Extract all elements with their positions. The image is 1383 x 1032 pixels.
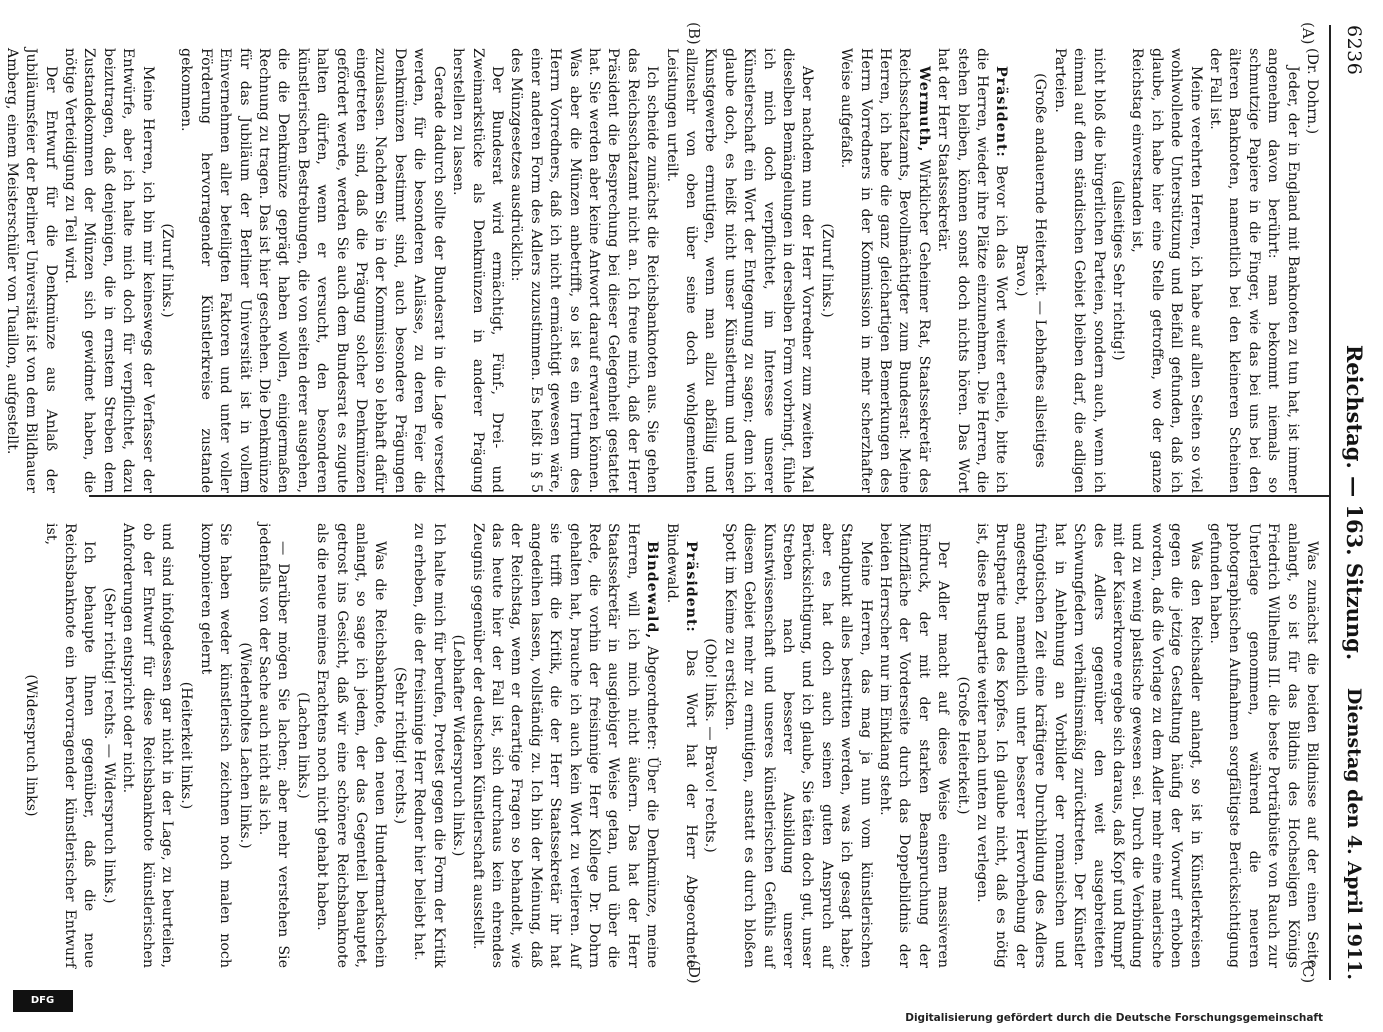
paragraph: und sind infolgedessen gar nicht in der Lage, zu beurteilen, ob der Entwurf für diese Reichsbanknote künstlerischen Anforderungen entspricht oder nicht. — [120, 523, 176, 968]
paragraph: Was zunächst die beiden Bildnisse auf der einen Seite anlangt, so ist für das Bildnis des Hochseligen Königs Friedrich Wilhelms III. die beste Porträtbüste von Rauch zur Unterlage genommen, während die neueren photographischen Aufnahmen sorgfältigste Berücksichtigung gefunden haben. — [1206, 523, 1320, 968]
interjection: (Große Heiterkeit.) — [954, 676, 971, 815]
paragraph: Meine Herren, das mag ja nun vom künstlerischen Standpunkt alles bestritten werden, was ich gesagt habe; aber es hat doch auch seinen guten Anspruch auf Berücksichtigung, und ich glaube, Sie täten doch gut, unser Streben nach besserer Ausbildung unserer Kunstwissenschaft und unseres künstlerischen Gefühls auf diesem Gebiet mehr zu ermutigen, anstatt es durch bloßen Spott im Keime zu ersticken. — [721, 523, 874, 968]
interjection: (Große andauernde Heiterkeit. — Lebhaftes allseitiges Bravo.) — [1012, 73, 1049, 468]
speech-text: Bevor ich das Wort weiter erteile, bitte ich die Herren, wieder ihre Plätze einzunehmen. Die Herren, die stehen bleiben, können sonst doch nichts hören. Das Wort hat der Herr Staatssekretär. — [935, 48, 1010, 493]
paragraph: Gerade dadurch sollte der Bundesrat in die Lage versetzt werden, für die besonderen Anlässe, zu deren Feier die Denkmünzen bestimmt sind, auch besondere Prägungen zuzulassen. Nachdem Sie in der Kommission so lebhaft dafür eingetreten sind, daß die Prägung solcher Denkmünzen gefördert werde, werden Sie auch dem Bundesrat es zugute halten dürfen, wenn er versucht, den besonderen künstlerischen Bestrebungen, die von seiten derer ausgehen, die die Denkmünze geprägt haben wollen, einigermaßen Rechnung zu tragen. Das ist hier geschehen. Die Denkmünze für das Jubiläum der Berliner Universität ist in vollem Einvernehmen aller beteiligten Faktoren und unter voller Förderung hervorragender Künstlerkreise zustande gekommen. — [178, 48, 447, 493]
margin-mark-a: (A) — [1299, 22, 1317, 45]
left-column — [1, 48, 1321, 493]
paragraph: Ich behaupte Ihnen gegenüber, daß die neue Reichsbanknote ein hervorragender künstlerischer Entwurf ist, — [42, 523, 98, 968]
interjection: (Sehr richtig! rechts. — Widerspruch links.) — [100, 587, 117, 904]
interjection: (Heiterkeit links.) — [178, 681, 195, 810]
speech-text: Das Wort hat der Herr Abgeordnete Bindewald. — [663, 523, 699, 968]
interjection: (Zuruf links.) — [818, 223, 835, 318]
margin-mark-c: (C) — [1299, 960, 1317, 984]
paragraph: Sie haben weder künstlerisch zeichnen noch malen noch komponieren gelernt — [197, 523, 234, 968]
paragraph: — Darüber mögen Sie lachen; aber mehr verstehen Sie jedenfalls von der Sache auch nicht als ich. — [256, 523, 292, 968]
interjection: (Lebhafter Widerspruch links.) — [450, 634, 467, 857]
paragraph: nicht bloß die bürgerlichen Parteien, sondern auch, wenn ich einmal auf dem ständischen Gebiet bleiben darf, die adligen Parteien. — [1051, 48, 1107, 493]
speaker-name: Bindewald, — [644, 541, 661, 640]
paragraph: Meine verehrten Herren, ich habe auf allen Seiten so viel wohlwollende Unterstützung und Beifall gefunden, daß ich glaube, ich habe hier eine Stelle getroffen, wo der ganze Reichstag einverstanden ist, — [1129, 48, 1204, 493]
interjection: (Wiederholtes Lachen links.) — [236, 642, 253, 849]
speaker-name: Präsident: — [683, 541, 699, 633]
session-title: Reichstag. — 163. Sitzung. — [1342, 344, 1367, 661]
margin-mark-d: (D) — [685, 960, 703, 984]
logo-text: DFG — [31, 995, 55, 1007]
paragraph: Was den Reichsadler anlangt, so ist in Künstlerkreisen gegen die jetzige Gestaltung häufig der Vorwurf erhoben worden, daß die Vorlage zu dem Adler mehr eine malerische und zu wenig plastische gewesen sei. Durch die Verbindung mit der Kaiserkrone ergebe sich daraus, daß Kopf und Rumpf des Adlers gegenüber den weit ausgebreiteten Schwungfedern verhältnismäßig zurücktreten. Der Künstler hat in Anlehnung an Vorbilder der romanischen und frühgotischen Zeit eine kräftigere Durchbildung des Adlers angestrebt, namentlich unter besserer Hervorhebung der Brustpartie und des Kopfes. Ich glaube nicht, daß es nötig ist, diese Brustpartie weiter nach unten zu verlegen. — [974, 523, 1204, 968]
quotation: Der Bundesrat wird ermächtigt, Fünf-, Drei- und Zweimarkstücke als Denkmünzen in anderer Prägung herstellen zu lassen. — [450, 48, 505, 493]
interjection: (Zuruf links.) — [159, 223, 176, 318]
page-header — [1333, 25, 1373, 980]
session-date: Dienstag den 4. April 1911. — [1343, 687, 1365, 980]
paragraph — [933, 48, 1011, 493]
speaker-name: Wermuth, — [915, 66, 932, 153]
speaker-continuation: (Dr. Dohrn.) — [1304, 48, 1320, 135]
paragraph — [661, 523, 700, 968]
interjection: (Sehr richtig! rechts.) — [391, 666, 408, 825]
margin-mark-b: (B) — [685, 22, 703, 45]
paragraph: Aber nachdem nun der Herr Vorredner zum zweiten Mal dieselben Bemängelungen in derselben Form vorbringt, fühle ich mich doch verpflichtet, im Interesse unserer Künstlerschaft ein Wort der Entgegnung zu sagen; denn ich glaube doch, es heißt nicht unser Künstlertum und unser Kunstgewerbe ermutigen, wenn man allzu abfällig und allzusehr von oben über seine doch wohlgemeinten Leistungen urteilt. — [663, 48, 816, 493]
paragraph: Ich scheide zunächst die Reichsbanknoten aus. Sie gehen das Reichsschatzamt nicht an. Ich freue mich, daß der Herr Präsident die Besprechung bei dieser Gelegenheit gestattet hat. Sie werden aber keine Antwort darauf erwarten können. Was aber die Münzen anbetrifft, so ist es ein Irrtum des Herrn Vorredners, daß ich nicht ermächtigt gewesen wäre, einer anderen Form des Adlers zuzustimmen. Es heißt in § 5 des Münzgesetzes ausdrücklich: — [508, 48, 661, 493]
column-divider — [89, 495, 1329, 497]
dfg-logo — [13, 990, 73, 1012]
interjection: (Oho! links. — Bravo! rechts.) — [702, 638, 719, 853]
interjection: (allseitiges Sehr richtig!) — [1109, 180, 1126, 361]
page-number: 6236 — [1343, 25, 1365, 76]
paragraph — [836, 48, 933, 493]
header-rule — [1329, 25, 1331, 980]
paragraph: Ich halte mich für berufen, Protest gegen die Form der Kritik zu erheben, die der freisinnige Herr Redner hier beliebt hat. — [411, 523, 447, 968]
interjection: (Widerspruch links) — [23, 674, 40, 817]
right-column — [21, 523, 1321, 968]
paragraph: Meine Herren, ich bin mir keineswegs der Verfasser der Entwürfe, aber ich halte mich doch für verpflichtet, dazu beizutragen, daß denjenigen, die in ernstem Streben dem Zustandekommen der Münzen sich gewidmet haben, die nötige Verteidigung zu Teil wird. — [62, 48, 156, 493]
paragraph: Jeder, der in England mit Banknoten zu tun hat, ist immer angenehm davon berührt: man bekommt niemals so schmutzige Papiere in die Finger, wie das bei uns bei den älteren Banknoten, namentlich bei den kleineren Scheinen der Fall ist. — [1206, 48, 1301, 493]
paragraph: Der Adler macht auf diese Weise einen massiveren Eindruck, der mit der starken Beanspruchung der Münzfläche der Vorderseite durch das Doppelbildnis der beiden Herrscher nur im Einklang steht. — [877, 523, 952, 968]
speech-text: Wirklicher Geheimer Rat, Staatssekretär des Reichsschatzamts, Bevollmächtigter zum Bundesrat: Meine Herren, ich habe die ganz gleichartigen Bemerkungen des Herrn Vorredners in der Kommission in mehr scherzhafter Weise aufgefaßt. — [838, 48, 932, 493]
paragraph: Was die Reichsbanknote, den neuen Hundertmarkschein anlangt, so sage ich jedem, der das Gegenteil behauptet, getrost ins Gesicht, daß wir eine schönere Reichsbanknote als die neue meines Erachtens noch nicht gehabt haben. — [314, 523, 389, 968]
paragraph — [467, 523, 661, 968]
speech-text: Abgeordneter: Über die Denkmünze, meine Herren, will ich mich nicht äußern. Das hat der Herr Staatssekretär in ausgiebiger Weise getan, und über die Rede, die vorhin der freisinnige Herr Kollege Dr. Dohrn gehalten hat, brauche ich auch kein Wort zu verlieren. Auf sie trifft die Kritik, die der Herr Staatssekretär ihr hat angedeihen lassen, vollständig zu. Ich bin der Meinung, daß der Reichstag, wenn er derartige Fragen so behandelt, wie das heute hier der Fall ist, sich durchaus kein ehrendes Zeugnis gegenüber der deutschen Künstlerschaft ausstellt. — [469, 523, 661, 968]
paragraph: Der Entwurf für die Denkmünze aus Anlaß der Jubiläumsfeier der Berliner Universität ist von dem Bildhauer Amberg, einem Meisterschüler von Tuaillon, aufgestellt. — [3, 48, 59, 493]
interjection: (Lachen links.) — [294, 692, 311, 799]
speaker-name: Präsident: — [993, 66, 1010, 158]
digitization-credit: Digitalisierung gefördert durch die Deutsche Forschungsgemeinschaft — [905, 1012, 1323, 1024]
